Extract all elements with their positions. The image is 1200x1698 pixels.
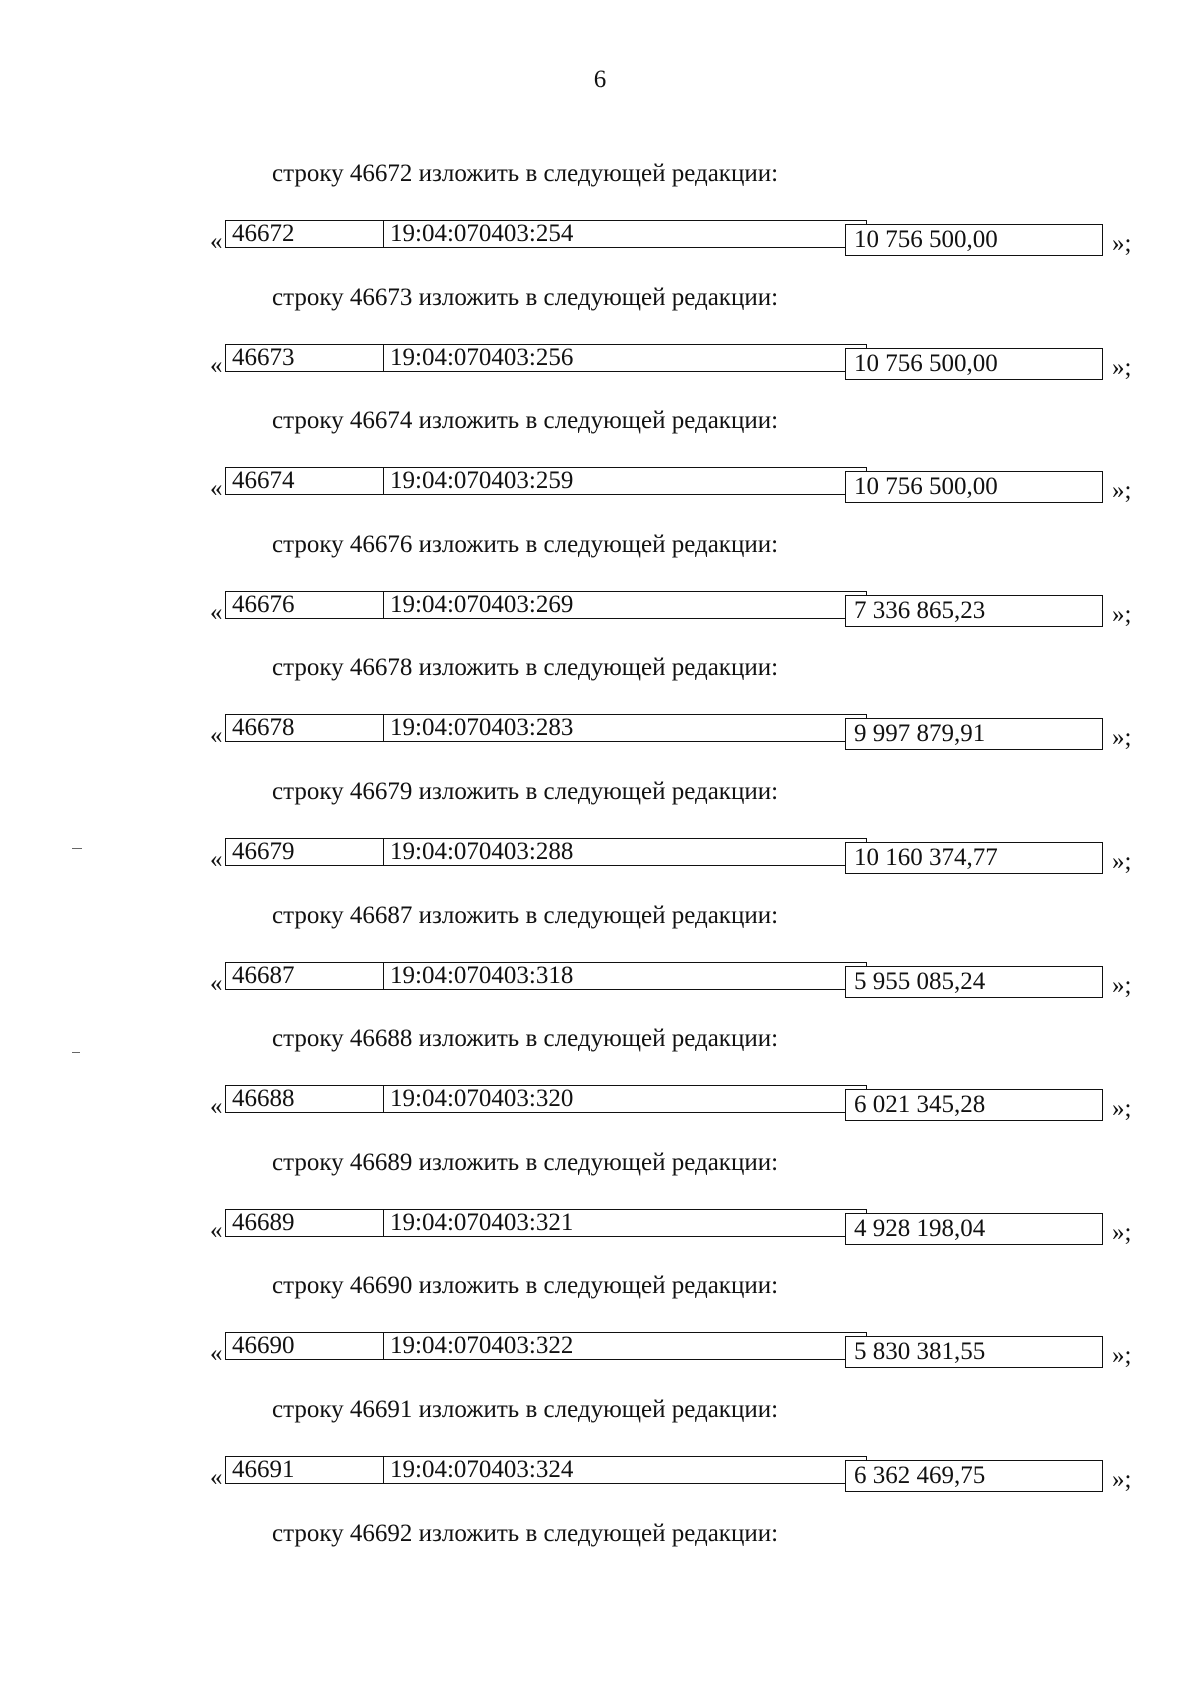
instruction-text: строку 46674 изложить в следующей редакции: — [272, 407, 779, 435]
open-quote: « — [210, 1216, 223, 1244]
row-number-cell: 46691 — [225, 1456, 383, 1484]
value-cell: 10 160 374,77 — [845, 842, 1103, 874]
instruction-text: строку 46676 изложить в следующей редакции: — [272, 530, 779, 558]
close-quote: »; — [1112, 230, 1132, 257]
cadastral-number-cell: 19:04:070403:254 — [383, 220, 867, 248]
instruction-text: строку 46673 изложить в следующей редакции: — [272, 283, 779, 311]
row-number-cell: 46676 — [225, 591, 383, 619]
row-number-cell: 46688 — [225, 1085, 383, 1113]
value-cell: 10 756 500,00 — [845, 224, 1103, 256]
row-number-cell: 46672 — [225, 220, 383, 248]
close-quote: »; — [1112, 848, 1132, 875]
row-number-cell: 46673 — [225, 344, 383, 372]
value-cell: 7 336 865,23 — [845, 595, 1103, 627]
value-cell: 6 021 345,28 — [845, 1089, 1103, 1121]
value-cell: 10 756 500,00 — [845, 348, 1103, 380]
row-number-cell: 46678 — [225, 714, 383, 742]
cadastral-number-cell: 19:04:070403:259 — [383, 467, 867, 495]
cadastral-number-cell: 19:04:070403:321 — [383, 1209, 867, 1237]
table-row — [200, 1332, 1140, 1368]
table-row — [200, 467, 1140, 503]
open-quote: « — [210, 228, 223, 255]
instruction-text: строку 46672 изложить в следующей редакции: — [272, 160, 779, 187]
instruction-text: строку 46690 изложить в следующей редакции: — [272, 1272, 779, 1300]
instruction-text: строку 46688 изложить в следующей редакции: — [272, 1025, 779, 1053]
table-row — [200, 838, 1140, 874]
row-number-cell: 46687 — [225, 962, 383, 990]
open-quote: « — [210, 846, 223, 873]
instruction-text: строку 46679 изложить в следующей редакции: — [272, 778, 779, 805]
page-number: 6 — [593, 66, 607, 93]
table-row — [200, 220, 1140, 256]
open-quote: « — [210, 475, 223, 503]
open-quote: « — [210, 969, 223, 997]
open-quote: « — [210, 598, 223, 626]
table-row — [200, 714, 1140, 750]
row-number-cell: 46679 — [225, 838, 383, 866]
open-quote: « — [210, 1464, 223, 1491]
close-quote: »; — [1112, 1095, 1132, 1123]
value-cell: 5 830 381,55 — [845, 1336, 1103, 1368]
table-row — [200, 962, 1140, 998]
close-quote: »; — [1112, 353, 1132, 381]
value-cell: 9 997 879,91 — [845, 718, 1103, 750]
close-quote: »; — [1112, 1466, 1132, 1493]
table-row — [200, 344, 1140, 380]
row-number-cell: 46674 — [225, 467, 383, 495]
close-quote: »; — [1112, 971, 1132, 999]
cadastral-number-cell: 19:04:070403:322 — [383, 1332, 867, 1360]
row-number-cell: 46689 — [225, 1209, 383, 1237]
value-cell: 4 928 198,04 — [845, 1213, 1103, 1245]
margin-mark — [72, 1052, 80, 1053]
instruction-text: строку 46691 изложить в следующей редакции: — [272, 1396, 779, 1423]
cadastral-number-cell: 19:04:070403:288 — [383, 838, 867, 866]
cadastral-number-cell: 19:04:070403:256 — [383, 344, 867, 372]
close-quote: »; — [1112, 1218, 1132, 1246]
open-quote: « — [210, 1093, 223, 1121]
value-cell: 6 362 469,75 — [845, 1460, 1103, 1492]
table-row — [200, 1209, 1140, 1245]
cadastral-number-cell: 19:04:070403:324 — [383, 1456, 867, 1484]
instruction-text: строку 46687 изложить в следующей редакции: — [272, 901, 779, 929]
close-quote: »; — [1112, 724, 1132, 752]
cadastral-number-cell: 19:04:070403:283 — [383, 714, 867, 742]
value-cell: 10 756 500,00 — [845, 471, 1103, 503]
table-row — [200, 1085, 1140, 1121]
close-quote: »; — [1112, 1342, 1132, 1370]
cadastral-number-cell: 19:04:070403:320 — [383, 1085, 867, 1113]
table-row — [200, 1456, 1140, 1492]
trailing-instruction: строку 46692 изложить в следующей редакции: — [272, 1519, 779, 1547]
open-quote: « — [210, 1340, 223, 1368]
instruction-text: строку 46678 изложить в следующей редакции: — [272, 654, 779, 682]
cadastral-number-cell: 19:04:070403:269 — [383, 591, 867, 619]
open-quote: « — [210, 722, 223, 750]
open-quote: « — [210, 351, 223, 379]
cadastral-number-cell: 19:04:070403:318 — [383, 962, 867, 990]
close-quote: »; — [1112, 600, 1132, 628]
margin-mark — [72, 848, 82, 849]
instruction-text: строку 46689 изложить в следующей редакции: — [272, 1148, 779, 1176]
value-cell: 5 955 085,24 — [845, 966, 1103, 998]
table-row — [200, 591, 1140, 627]
row-number-cell: 46690 — [225, 1332, 383, 1360]
close-quote: »; — [1112, 477, 1132, 505]
